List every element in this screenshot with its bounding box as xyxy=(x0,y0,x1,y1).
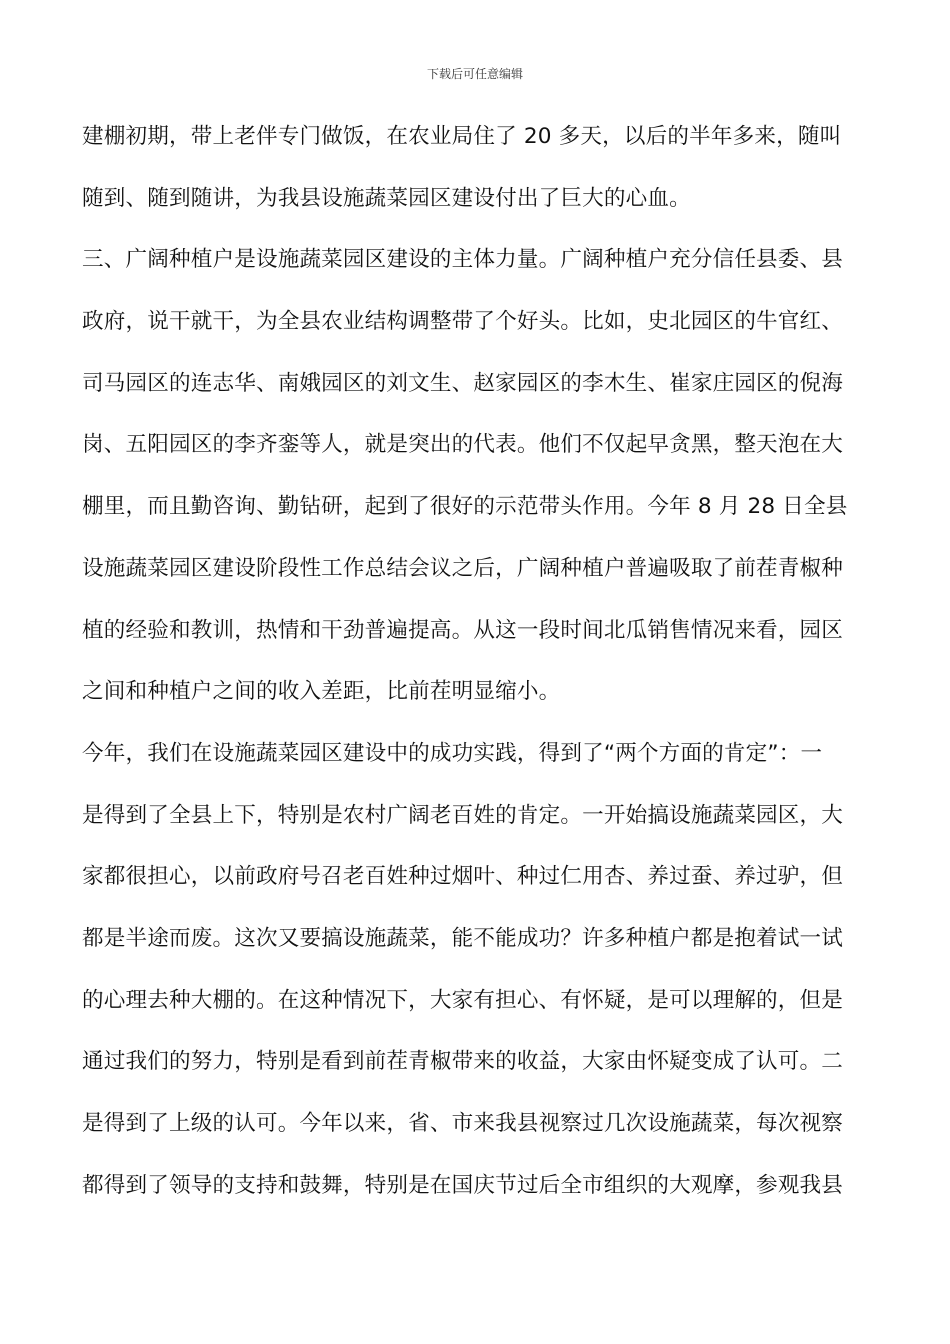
text-line: 是得到了全县上下，特别是农村广阔老百姓的肯定。一开始搞设施蔬菜园区，大 xyxy=(82,802,844,828)
text-line: 随到、随到随讲，为我县设施蔬菜园区建设付出了巨大的心血。 xyxy=(82,185,691,211)
text-line: 三、广阔种植户是设施蔬菜园区建设的主体力量。广阔种植户充分信任县委、县 xyxy=(82,247,844,273)
body-text xyxy=(82,117,872,1227)
text-line: 今年，我们在设施蔬菜园区建设中的成功实践，得到了“两个方面的肯定”：一 xyxy=(82,740,823,766)
text-line: 岗、五阳园区的李齐銮等人，就是突出的代表。他们不仅起早贪黑，整天泡在大 xyxy=(82,432,844,458)
text-line: 都是半途而废。这次又要搞设施蔬菜，能不能成功？许多种植户都是抱着试一试 xyxy=(82,925,844,951)
text-line: 通过我们的努力，特别是看到前茬青椒带来的收益，大家由怀疑变成了认可。二 xyxy=(82,1049,844,1075)
text-line: 植的经验和教训，热情和干劲普遍提高。从这一段时间北瓜销售情况来看，园区 xyxy=(82,617,844,643)
text-line: 都得到了领导的支持和鼓舞，特别是在国庆节过后全市组织的大观摩，参观我县 xyxy=(82,1172,844,1198)
page-header: 下载后可任意编辑 xyxy=(426,67,523,81)
text-line: 设施蔬菜园区建设阶段性工作总结会议之后，广阔种植户普遍吸取了前茬青椒种 xyxy=(82,555,844,581)
text-line: 建棚初期，带上老伴专门做饭，在农业局住了 20 多天，以后的半年多来，随叫 xyxy=(82,124,842,149)
text-line: 棚里，而且勤咨询、勤钻研，起到了很好的示范带头作用。今年 8 月 28 日全县 xyxy=(82,494,848,520)
text-line: 家都很担心，以前政府号召老百姓种过烟叶、种过仁用杏、养过蚕、养过驴，但 xyxy=(82,864,844,890)
text-line: 政府，说干就干，为全县农业结构调整带了个好头。比如，史北园区的牛官红、 xyxy=(82,309,844,335)
text-line: 之间和种植户之间的收入差距，比前茬明显缩小。 xyxy=(82,679,561,705)
text-line: 司马园区的连志华、南娥园区的刘文生、赵家园区的李木生、崔家庄园区的倪海 xyxy=(82,370,844,396)
text-line: 的心理去种大棚的。在这种情况下，大家有担心、有怀疑，是可以理解的，但是 xyxy=(82,987,844,1013)
text-line: 是得到了上级的认可。今年以来，省、市来我县视察过几次设施蔬菜，每次视察 xyxy=(82,1111,844,1136)
